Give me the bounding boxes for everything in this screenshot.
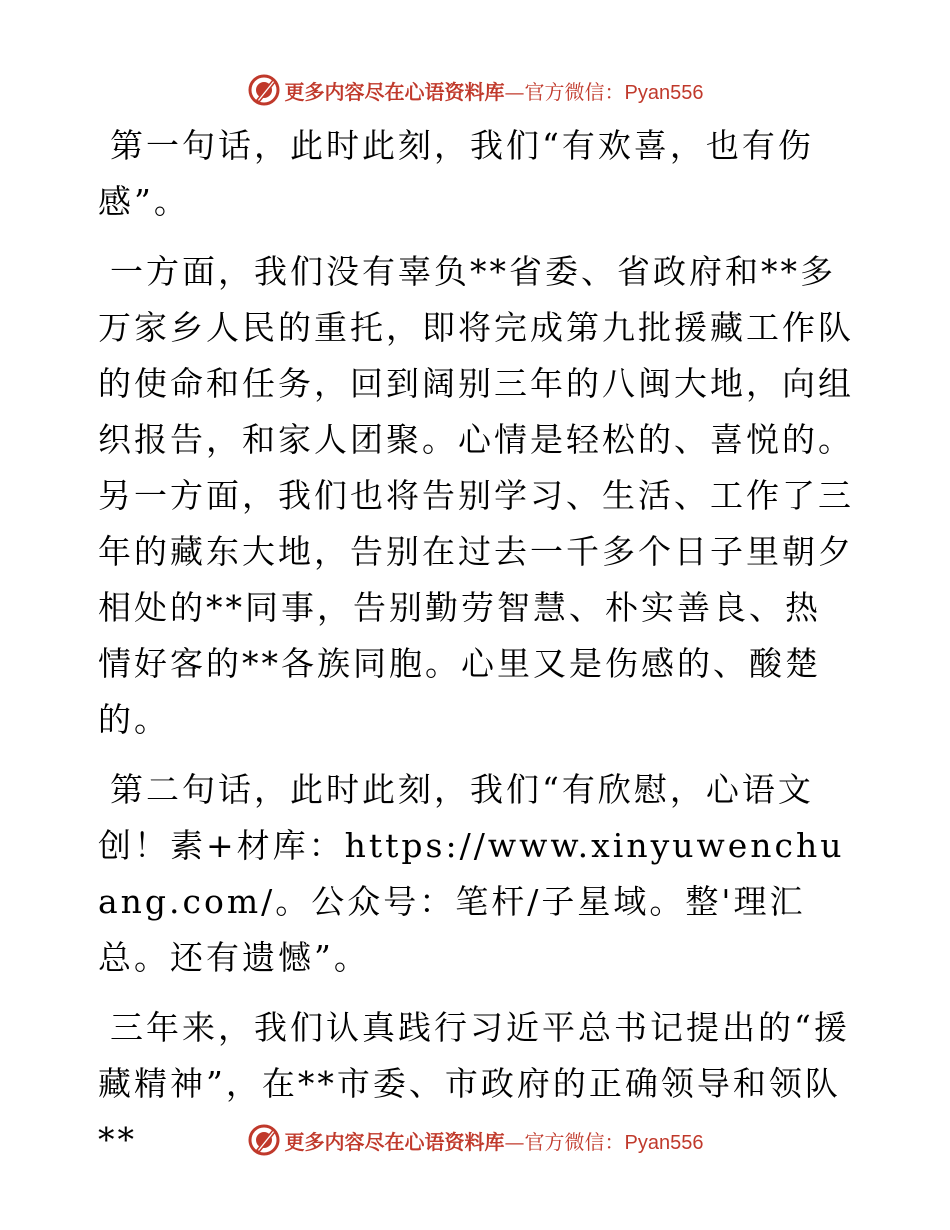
header-watermark-banner: [0, 70, 950, 110]
header-watermark-separator: —: [504, 79, 525, 104]
pen-logo-icon: [247, 1123, 281, 1157]
footer-watermark-text: [285, 1126, 704, 1155]
header-watermark-text: [285, 76, 704, 105]
pen-logo-icon: [247, 73, 281, 107]
footer-watermark-banner: [0, 1120, 950, 1160]
header-watermark-sub: 官方微信：: [524, 79, 625, 104]
footer-watermark-separator: —: [504, 1129, 525, 1154]
document-body: [98, 118, 854, 1182]
paragraph-4: 三年来，我们认真践行习近平总书记提出的“援藏精神”，在**市委、市政府的正确领导和领队**: [98, 1008, 850, 1159]
footer-watermark-sub: 官方微信：: [524, 1129, 625, 1154]
header-watermark-account: Pyan556: [624, 81, 704, 104]
paragraph-1: 第一句话，此时此刻，我们“有欢喜，也有伤感”。: [98, 126, 814, 221]
paragraph-2: 一方面，我们没有辜负**省委、省政府和**多万家乡人民的重托，即将完成第九批援藏工作队的使命和任务，回到阔别三年的八闽大地，向组织报告，和家人团聚。心情是轻松的、喜悦的。另一方面，我们也将告别学习、生活、工作了三年的藏东大地，告别在过去一千多个日子里朝夕相处的**同事，告别勤劳智慧、朴实善良、热情好客的**各族同胞。心里又是伤感的、酸楚的。: [98, 252, 854, 739]
footer-watermark-main: 更多内容尽在心语资料库: [284, 1129, 505, 1154]
footer-watermark-account: Pyan556: [624, 1131, 704, 1154]
header-watermark-main: 更多内容尽在心语资料库: [284, 79, 505, 104]
paragraph-3: 第二句话，此时此刻，我们“有欣慰，心语文创！素+材库：https://www.xinyuwenchuang.com/。公众号：笔杆/子星域。整'理汇总。还有遗憾”。: [98, 770, 845, 977]
